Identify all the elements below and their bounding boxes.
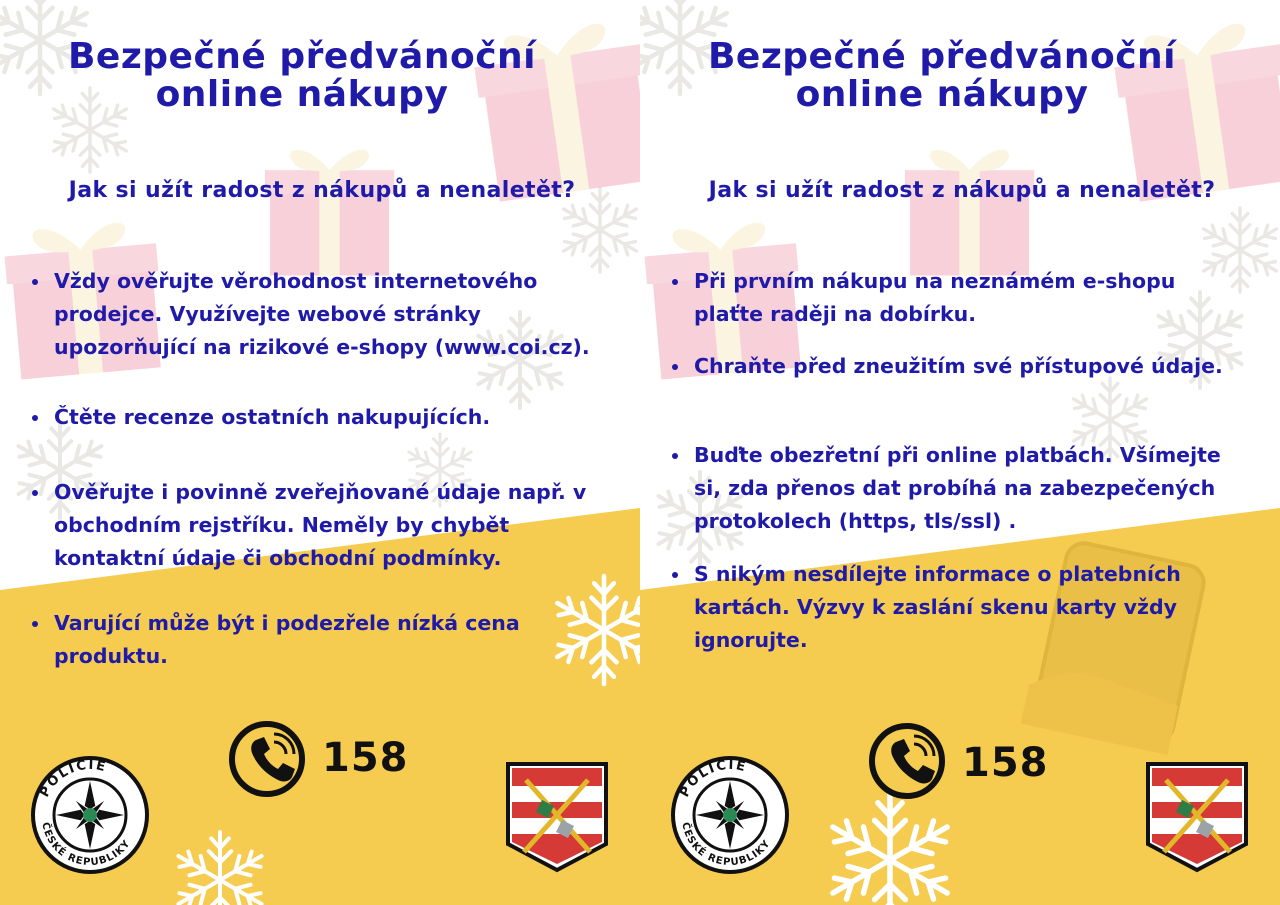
- emergency-number: 158: [962, 740, 1049, 786]
- svg-text:ČESKÉ REPUBLIKY: ČESKÉ REPUBLIKY: [39, 821, 133, 869]
- police-badge-icon: [30, 755, 150, 875]
- flyer-right: [640, 0, 1280, 905]
- list-item: Ověřujte i povinně zveřejňované údaje např. v obchodním rejstříku. Neměly by chybět kontaktní údaje či obchodní podmínky.: [30, 476, 610, 575]
- list-item: Čtěte recenze ostatních nakupujících.: [30, 401, 610, 434]
- list-item: Vždy ověřujte věrohodnost internetového prodejce. Využívejte webové stránky upozorňující na rizikové e-shopy (www.coi.cz).: [30, 265, 610, 364]
- subtitle: Jak si užít radost z nákupů a nenaletět?: [708, 178, 1216, 203]
- list-item: Chraňte před zneužitím své přístupové údaje.: [670, 350, 1250, 383]
- crest-icon: [504, 760, 610, 874]
- svg-text:POLICIE: POLICIE: [677, 757, 749, 800]
- list-item: S nikým nesdílejte informace o platebních kartách. Výzvy k zaslání skenu karty vždy ignorujte.: [670, 558, 1250, 657]
- police-badge-icon: [670, 755, 790, 875]
- list-item: Varující může být i podezřele nízká cena produktu.: [30, 607, 610, 673]
- page-title: Bezpečné předvánoční online nákupy: [67, 36, 537, 115]
- svg-text:ČESKÉ REPUBLIKY: ČESKÉ REPUBLIKY: [679, 821, 773, 869]
- emergency-number: 158: [322, 735, 409, 781]
- phone-icon: [228, 720, 306, 798]
- phone-icon: [868, 722, 946, 800]
- list-item: Při prvním nákupu na neznámém e-shopu plaťte raději na dobírku.: [670, 265, 1250, 331]
- list-item: Buďte obezřetní při online platbách. Všímejte si, zda přenos dat probíhá na zabezpečených protokolech (https, tls/ssl) .: [670, 439, 1250, 538]
- crest-icon: [1144, 760, 1250, 874]
- page-title: Bezpečné předvánoční online nákupy: [707, 36, 1177, 115]
- svg-text:POLICIE: POLICIE: [37, 757, 109, 800]
- subtitle: Jak si užít radost z nákupů a nenaletět?: [68, 178, 576, 203]
